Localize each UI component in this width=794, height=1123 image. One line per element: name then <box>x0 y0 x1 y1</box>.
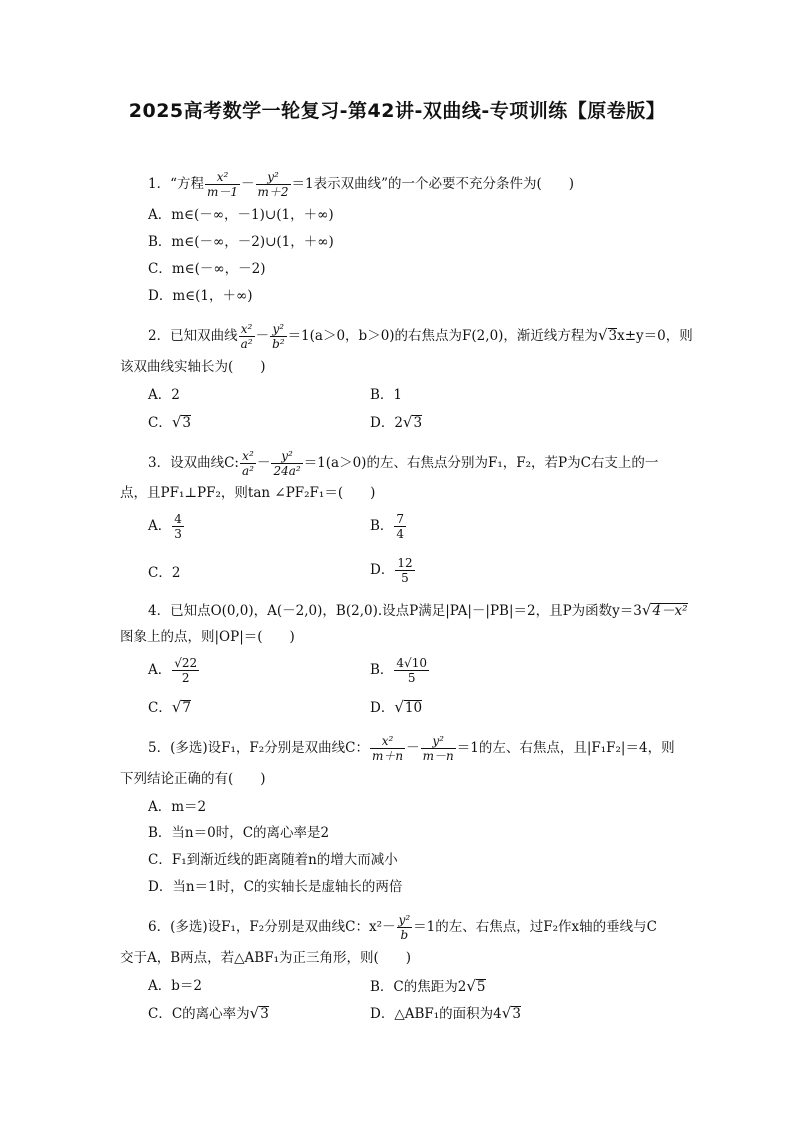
question-number: 4． <box>148 603 171 619</box>
fraction <box>271 449 302 478</box>
option-label: D． <box>370 700 395 716</box>
fraction-denominator: 3 <box>174 527 182 541</box>
question-3-stem-line2: 点，且PF₁⊥PF₂，则tan ∠PF₂F₁＝( ) <box>120 485 376 501</box>
option-d <box>370 556 416 585</box>
radicand: 5 <box>476 979 486 995</box>
question-5-stem: 5．(多选)设F₁，F₂分别是双曲线C： $\frac{\text{x²}}{m+n}$ － $\frac{\text{y²}}{m-n}$ ＝1的左、右焦点，且|F₁F₂|＝4，则 <box>148 734 675 763</box>
option-b <box>370 656 430 685</box>
fraction <box>270 322 287 351</box>
radicand: 3 <box>413 415 423 431</box>
option-b <box>370 512 407 541</box>
fraction <box>256 170 291 199</box>
fraction-denominator: a² <box>241 464 254 478</box>
question-text: x±y＝0，则 <box>617 328 693 344</box>
question-5-stem-line2: 下列结论正确的有( ) <box>120 771 266 787</box>
option-d <box>370 412 422 433</box>
fraction-denominator: b² <box>272 337 285 351</box>
fraction-numerator: √22 <box>174 656 198 670</box>
fraction-denominator: b <box>400 928 409 942</box>
fraction <box>421 734 456 763</box>
radical-sign: √ <box>641 601 652 619</box>
question-number: 5． <box>148 740 171 756</box>
fraction <box>394 512 406 541</box>
option-label: C． <box>148 415 172 431</box>
option-label: D．2 <box>370 415 403 431</box>
option-label: A． <box>148 518 172 534</box>
option-a: A．m∈(－∞，－1)∪(1，＋∞) <box>148 207 334 223</box>
fraction-denominator: 5 <box>407 671 416 685</box>
option-c: C．2 <box>148 565 181 581</box>
question-text: 已知点O(0,0)，A(－2,0)，B(2,0).设点P满足|PA|－|PB|＝2，且P为函数y＝3 <box>170 603 642 619</box>
radical-sign: √ <box>597 326 608 344</box>
option-c <box>148 697 191 718</box>
option-a: A．m＝2 <box>148 799 207 815</box>
option-label: A． <box>148 662 172 678</box>
question-text: ＝1的左、右焦点，且|F₁F₂|＝4，则 <box>456 740 675 756</box>
fraction-denominator: m＋n <box>372 749 404 763</box>
fraction-denominator: 24a² <box>273 464 301 478</box>
question-text: ＝1(a＞0)的左、右焦点分别为F₁，F₂，若P为C右支上的一 <box>303 455 659 471</box>
option-a: A．b＝2 <box>148 978 202 994</box>
fraction <box>239 322 255 351</box>
fraction-numerator: y² <box>256 170 291 185</box>
question-2-stem: 2．已知双曲线 $\frac{\text{x²}}{\text{a²}}$ － $\frac{\text{y²}}{\text{b²}}$ ＝1(a＞0，b＞0)的右焦点为F(2,0)，渐近线方程为√3x±y＝0，则 <box>148 322 693 351</box>
option-label: B． <box>370 518 394 534</box>
fraction <box>172 512 184 541</box>
option-a <box>148 512 185 541</box>
question-number: 3． <box>148 455 171 471</box>
fraction-numerator: y² <box>421 734 456 749</box>
document-title: 2025高考数学一轮复习-第42讲-双曲线-专项训练【原卷版】 <box>128 100 666 122</box>
fraction <box>397 913 413 942</box>
radicand: 3 <box>260 1006 269 1022</box>
fraction-numerator: y² <box>271 449 302 464</box>
option-label: B．C的焦距为2 <box>370 979 467 995</box>
option-b <box>370 976 486 997</box>
question-6-stem <box>148 913 657 942</box>
question-text: ＝1(a＞0，b＞0)的右焦点为F(2,0)，渐近线方程为 <box>287 328 598 344</box>
question-text: 设双曲线C: <box>170 455 239 471</box>
option-label: D． <box>370 562 395 578</box>
option-c <box>148 412 191 433</box>
option-a: A．2 <box>148 387 180 403</box>
option-b: B．m∈(－∞，－2)∪(1，＋∞) <box>148 234 334 250</box>
radicand: 4－x² <box>652 603 688 619</box>
option-label: C．C的离心率为 <box>148 1006 250 1022</box>
radicand: 3 <box>512 1006 521 1022</box>
option-c: C．m∈(－∞，－2) <box>148 261 266 277</box>
radicand: 10 <box>404 700 423 716</box>
option-label: B． <box>370 662 394 678</box>
radical-sign: √ <box>171 413 182 431</box>
fraction-denominator: 5 <box>401 571 409 585</box>
radicand: 3 <box>608 328 618 344</box>
radical-sign: √ <box>501 1004 512 1022</box>
question-number: 1． <box>148 176 171 192</box>
fraction <box>205 170 240 199</box>
fraction-numerator: x² <box>239 322 255 337</box>
radical-sign: √ <box>402 413 413 431</box>
option-c <box>148 1003 269 1024</box>
radical-sign: √ <box>466 977 476 995</box>
fraction <box>172 656 199 685</box>
radical-sign: √ <box>394 698 404 716</box>
fraction-numerator: x² <box>240 449 256 464</box>
question-number: 6． <box>148 919 171 935</box>
option-a <box>148 656 200 685</box>
fraction <box>395 556 414 585</box>
radical-sign: √ <box>249 1004 260 1022</box>
question-text: 已知双曲线 <box>170 328 238 344</box>
fraction-denominator: 4 <box>396 527 405 541</box>
fraction <box>370 734 405 763</box>
fraction-numerator: 12 <box>397 556 413 570</box>
question-text: ＝1的左、右焦点，过F₂作x轴的垂线与C <box>413 919 657 935</box>
question-text: (多选)设F₁，F₂分别是双曲线C： <box>170 740 370 756</box>
option-c: C．F₁到渐近线的距离随着n的增大而减小 <box>148 852 398 868</box>
question-number: 2． <box>148 328 171 344</box>
question-6-stem-line2: 交于A，B两点，若△ABF₁为正三角形，则( ) <box>120 950 412 966</box>
fraction <box>240 449 256 478</box>
fraction-denominator: m－n <box>422 749 454 763</box>
fraction-denominator: 2 <box>181 671 190 685</box>
question-3-stem: 3．设双曲线C: $\frac{\text{x²}}{\text{a²}}$ － $\frac{\text{y²}}{\text{24a²}}$ ＝1(a＞0)的左、右焦点分别为F₁，F₂，若P为C右支上的一 <box>148 449 659 478</box>
option-label: C． <box>148 700 172 716</box>
radicand: 7 <box>182 700 191 716</box>
fraction-denominator: a² <box>240 337 253 351</box>
fraction-numerator: 4√10 <box>396 656 427 670</box>
fraction-numerator: x² <box>370 734 405 749</box>
question-text: (多选)设F₁，F₂分别是双曲线C：x²－ <box>170 919 396 935</box>
question-4-stem-line2: 图象上的点，则|OP|＝( ) <box>120 629 295 645</box>
option-d <box>370 1003 521 1024</box>
option-b: B．当n＝0时，C的离心率是2 <box>148 825 330 841</box>
fraction-denominator: m＋2 <box>257 185 289 199</box>
option-label: D．△ABF₁的面积为4 <box>370 1006 502 1022</box>
fraction <box>394 656 429 685</box>
option-b: B．1 <box>370 387 403 403</box>
question-text: ＝1表示双曲线”的一个必要不充分条件为( ) <box>291 176 575 192</box>
option-d: D．当n＝1时，C的实轴长是虚轴长的两倍 <box>148 879 403 895</box>
option-d: D．m∈(1，＋∞) <box>148 288 253 304</box>
question-1-stem: 1．“方程 $\frac{\text{x²}}{m-1}$ － $\frac{\text{y²}}{m+2}$ ＝1表示双曲线”的一个必要不充分条件为( ) <box>148 170 575 199</box>
option-d <box>370 697 422 718</box>
fraction-denominator: m－1 <box>207 185 239 199</box>
question-text: “方程 <box>170 176 204 192</box>
radicand: 3 <box>182 415 191 431</box>
fraction-numerator: y² <box>270 322 287 337</box>
fraction-numerator: y² <box>398 913 411 927</box>
radical-sign: √ <box>171 698 182 716</box>
fraction-numerator: x² <box>205 170 240 185</box>
question-4-stem <box>148 600 688 621</box>
fraction-numerator: 7 <box>396 512 405 526</box>
question-2-stem-line2: 该双曲线实轴长为( ) <box>120 359 266 375</box>
fraction-numerator: 4 <box>174 512 182 526</box>
